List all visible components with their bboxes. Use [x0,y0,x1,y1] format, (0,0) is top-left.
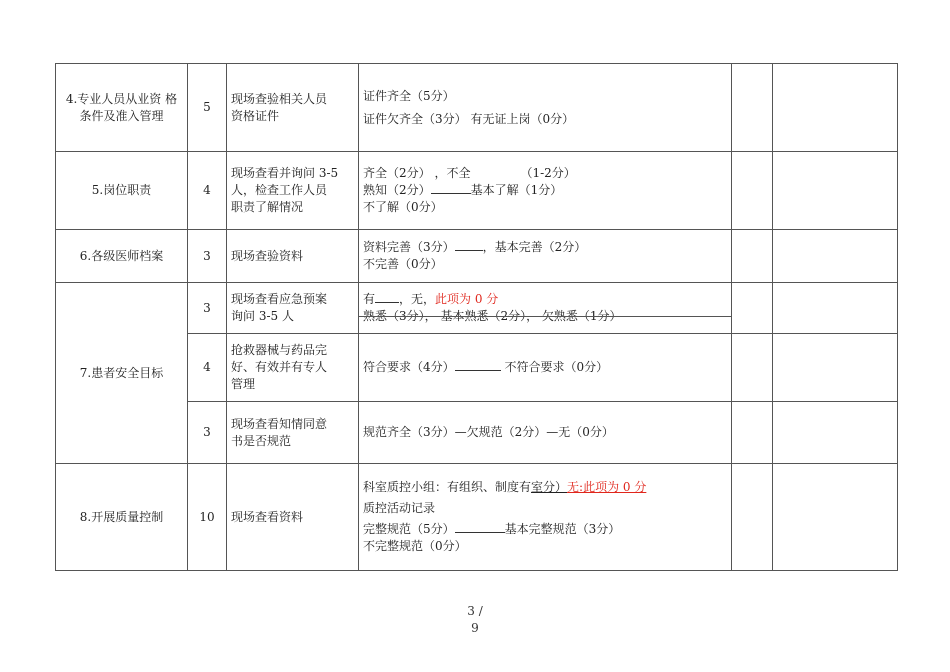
table-row [56,152,898,230]
criteria-cell: 科室质控小组：有组织、制度有室分）无:此项为 0 分 质控活动记录 完整规范（5分） 基本完整规范（3分） 不完整规范（0分） [359,464,732,571]
table-row [56,64,898,152]
page-number: 3 / 9 [467,604,483,635]
blank-cell [773,283,898,334]
blank-cell [773,152,898,230]
item-cell: 5.岗位职责 [56,152,188,230]
table-row [56,230,898,283]
blank-cell [732,334,773,402]
blank-cell [732,152,773,230]
method-cell: 现场查验资料 [227,230,359,283]
method-cell: 现场查验相关人员 资格证件 [227,64,359,152]
score-cell: 3 [188,402,227,464]
score-cell: 3 [188,230,227,283]
score-cell: 3 [188,283,227,334]
method-cell: 现场查看应急预案 询问 3-5 人 [227,283,359,334]
score-cell: 4 [188,334,227,402]
criteria-cell: 符合要求（4分） 不符合要求（0分） [359,334,732,402]
criteria-cell: 规范齐全（3分）—欠规范（2分）—无（0分） [359,402,732,464]
divider [359,316,731,317]
blank-cell [773,64,898,152]
criteria-cell: 齐全（2分） ，不全 （1-2分） 熟知（2分） 基本了解（1分） 不了解（0分） [359,152,732,230]
score-cell: 5 [188,64,227,152]
score-cell: 4 [188,152,227,230]
item-cell: 4.专业人员从业资 格 条件及准入管理 [56,64,188,152]
table-row [56,464,898,571]
criteria-cell: 有 ，无，此项为 0 分 熟悉（3分）， 基本熟悉（2分）， 欠熟悉（1分） [359,283,732,334]
item-cell: 6.各级医师档案 [56,230,188,283]
blank-cell [732,64,773,152]
criteria-cell: 资料完善（3分） ，基本完善（2分） 不完善（0分） [359,230,732,283]
method-cell: 现场查看知情同意 书是否规范 [227,402,359,464]
blank-cell [773,230,898,283]
blank-cell [732,402,773,464]
method-cell: 现场查看资料 [227,464,359,571]
criteria-cell: 证件齐全（5分） 证件欠齐全（3分） 有无证上岗（0分） [359,64,732,152]
score-cell: 10 [188,464,227,571]
evaluation-table [55,63,898,571]
fill-blank [431,182,471,194]
blank-cell [773,334,898,402]
blank-cell [773,402,898,464]
method-cell: 抢救器械与药品完 好、有效并有专人 管理 [227,334,359,402]
item-cell: 7.患者安全目标 [56,283,188,464]
method-cell: 现场查看并询问 3-5 人，检查工作人员 职责了解情况 [227,152,359,230]
blank-cell [732,464,773,571]
blank-cell [732,283,773,334]
fill-blank [455,239,483,251]
fill-blank [455,521,505,533]
fill-blank [375,291,399,303]
blank-cell [773,464,898,571]
fill-blank [455,359,501,371]
item-cell: 8.开展质量控制 [56,464,188,571]
blank-cell [732,230,773,283]
table-row [56,283,898,334]
